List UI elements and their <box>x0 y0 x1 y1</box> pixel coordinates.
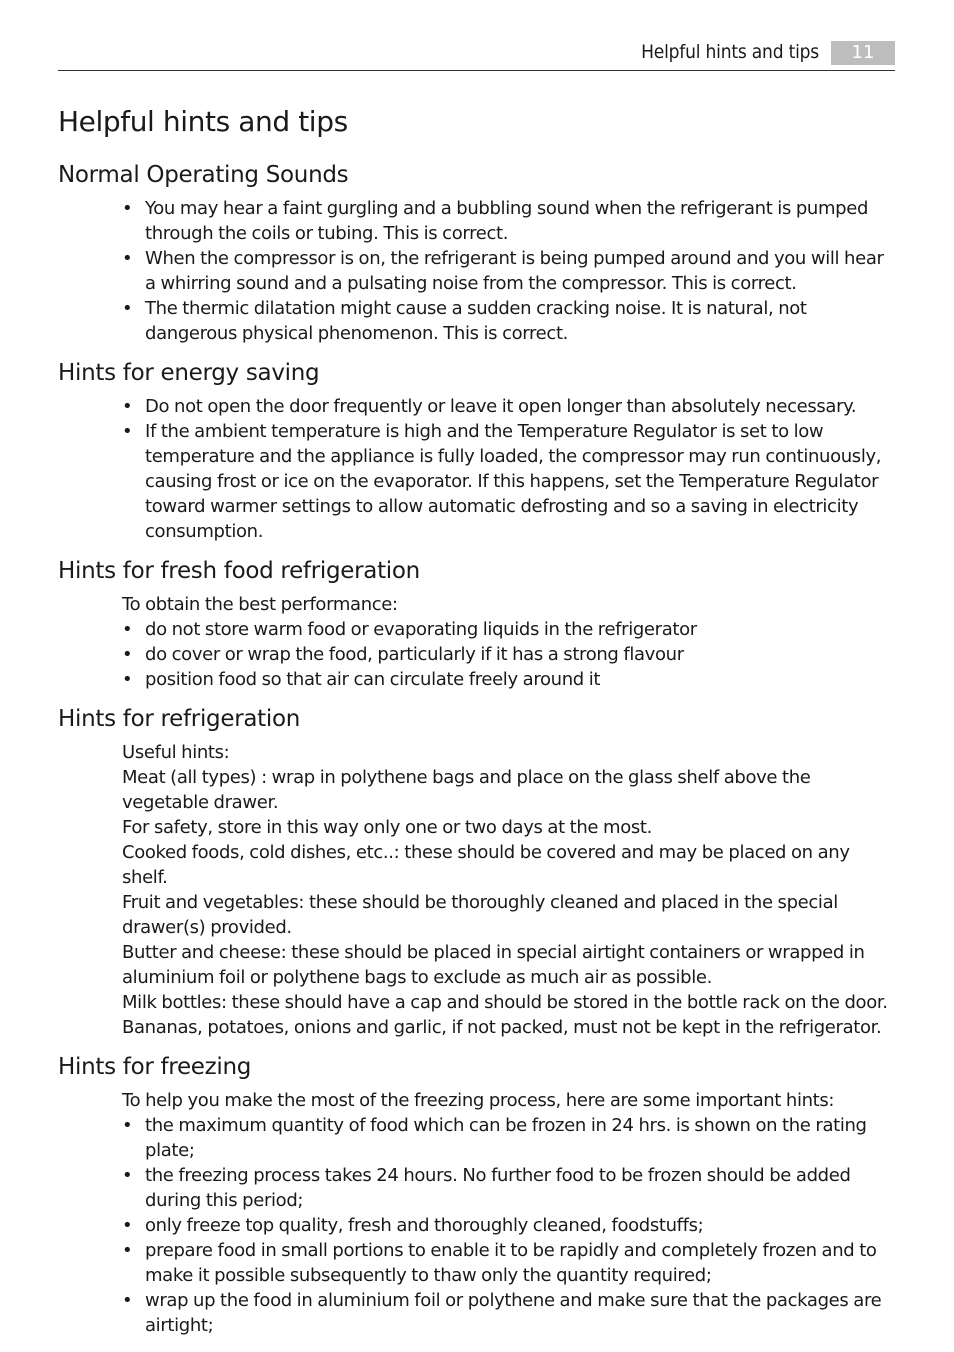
list-item: • Do not open the door frequently or leave it open longer than absolutely necessary. <box>145 394 898 419</box>
page-number: 11 <box>831 41 895 65</box>
list-item: • The thermic dilatation might cause a sudden cracking noise. It is natural, not dangerous physical phenomenon. This is correct. <box>145 296 898 346</box>
list-item: • only freeze top quality, fresh and thoroughly cleaned, foodstuffs; <box>145 1213 898 1238</box>
list-item: • wrap up the food in aluminium foil or polythene and make sure that the packages are airtight; <box>145 1288 898 1338</box>
bullet-list <box>58 1113 898 1338</box>
section-intro: To help you make the most of the freezing process, here are some important hints: <box>122 1090 835 1111</box>
page-title: Helpful hints and tips <box>58 105 348 138</box>
hint-line: For safety, store in this way only one or two days at the most. <box>122 817 652 838</box>
running-title: Helpful hints and tips <box>641 41 819 63</box>
hint-line: Milk bottles: these should have a cap and should be stored in the bottle rack on the door. <box>122 992 888 1013</box>
hint-line: Butter and cheese: these should be placed in special airtight containers or wrapped in aluminium foil or polythene bags to exclude as much air as possible. <box>122 942 865 988</box>
hint-line: Bananas, potatoes, onions and garlic, if not packed, must not be kept in the refrigerator. <box>122 1017 882 1038</box>
section-refrigeration <box>58 704 898 1040</box>
bullet-list <box>58 196 898 346</box>
list-item: • prepare food in small portions to enable it to be rapidly and completely frozen and to make it possible subsequently to thaw only the quantity required; <box>145 1238 898 1288</box>
list-item: • do cover or wrap the food, particularly if it has a strong flavour <box>145 642 898 667</box>
section-heading: Hints for fresh food refrigeration <box>58 558 420 584</box>
list-item: • the maximum quantity of food which can be frozen in 24 hrs. is shown on the rating plate; <box>145 1113 898 1163</box>
section-intro: To obtain the best performance: <box>122 594 398 615</box>
section-heading: Hints for freezing <box>58 1054 252 1080</box>
section-heading: Normal Operating Sounds <box>58 162 349 188</box>
list-item: • do not store warm food or evaporating liquids in the refrigerator <box>145 617 898 642</box>
list-item: • When the compressor is on, the refrigerant is being pumped around and you will hear a whirring sound and a pulsating noise from the compressor. This is correct. <box>145 246 898 296</box>
section-freezing <box>58 1052 898 1338</box>
list-item: • the freezing process takes 24 hours. No further food to be frozen should be added during this period; <box>145 1163 898 1213</box>
running-header <box>58 40 895 71</box>
bullet-list <box>58 617 898 692</box>
hint-line: Cooked foods, cold dishes, etc..: these should be covered and may be placed on any shelf. <box>122 842 850 888</box>
section-normal-operating-sounds <box>58 160 898 346</box>
list-item: • If the ambient temperature is high and the Temperature Regulator is set to low temperature and the appliance is fully loaded, the compressor may run continuously, causing frost or ice on the evaporator. If this happens, set the Temperature Regulator toward warmer settings to allow automatic defrosting and so a saving in electricity consumption. <box>145 419 898 544</box>
list-item: • position food so that air can circulate freely around it <box>145 667 898 692</box>
bullet-list <box>58 394 898 544</box>
hint-line: Fruit and vegetables: these should be thoroughly cleaned and placed in the special drawer(s) provided. <box>122 892 838 938</box>
section-fresh-food-refrigeration <box>58 556 898 692</box>
hint-line: Useful hints: <box>122 742 230 763</box>
list-item: • You may hear a faint gurgling and a bubbling sound when the refrigerant is pumped through the coils or tubing. This is correct. <box>145 196 898 246</box>
section-heading: Hints for refrigeration <box>58 706 301 732</box>
page-content <box>58 105 898 1350</box>
hint-line: Meat (all types) : wrap in polythene bags and place on the glass shelf above the vegetable drawer. <box>122 767 811 813</box>
section-heading: Hints for energy saving <box>58 360 320 386</box>
section-energy-saving <box>58 358 898 544</box>
